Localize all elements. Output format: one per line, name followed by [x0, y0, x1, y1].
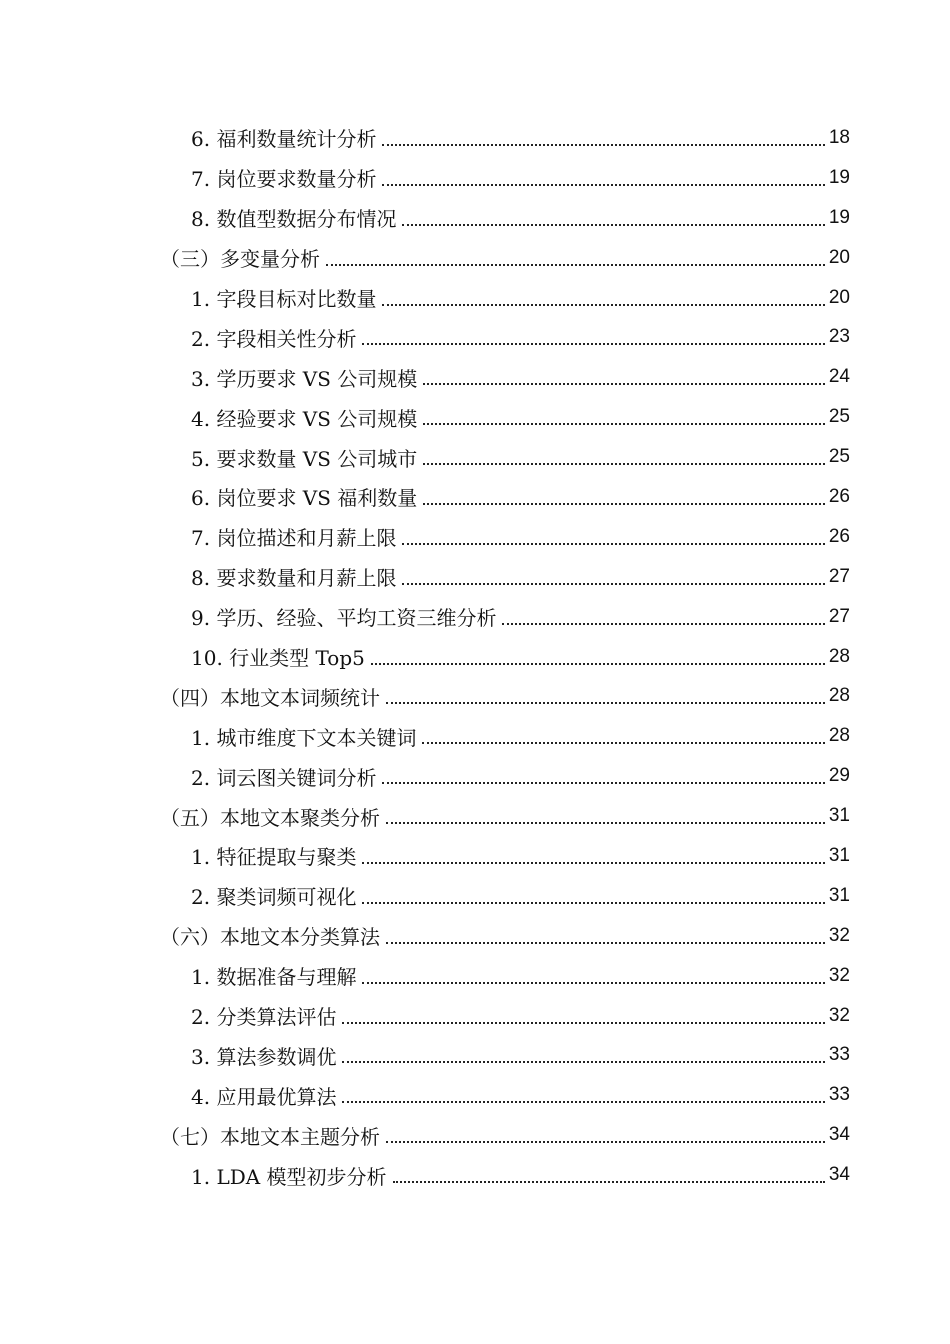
toc-entry-title: 5. 要求数量 VS 公司城市	[191, 446, 418, 471]
toc-dot-leader	[423, 403, 825, 425]
toc-dot-leader	[402, 523, 824, 545]
toc-entry-page-number: 26	[828, 525, 850, 547]
toc-entry-page-number: 28	[828, 685, 850, 707]
toc-entry[interactable]	[0, 796, 950, 836]
toc-entry-title: （三）多变量分析	[160, 247, 320, 272]
toc-entry-title: 2. 词云图关键词分析	[191, 765, 377, 790]
toc-dot-leader	[393, 1161, 825, 1183]
toc-entry[interactable]	[0, 836, 950, 876]
toc-entry[interactable]	[0, 1035, 950, 1075]
toc-entry[interactable]	[0, 1155, 950, 1195]
toc-entry[interactable]	[0, 118, 950, 158]
toc-entry-page-number: 25	[828, 446, 850, 468]
toc-entry-title: 8. 数值型数据分布情况	[191, 207, 397, 232]
toc-dot-leader	[326, 244, 825, 266]
toc-dot-leader	[362, 323, 824, 345]
toc-entry-title: 2. 字段相关性分析	[191, 326, 357, 351]
toc-entry-title: 2. 分类算法评估	[191, 1005, 337, 1030]
toc-entry-page-number: 31	[828, 884, 850, 906]
toc-entry-title: 4. 应用最优算法	[191, 1084, 337, 1109]
toc-entry[interactable]	[0, 1075, 950, 1115]
toc-entry-page-number: 26	[828, 485, 850, 507]
toc-entry-title: 2. 聚类词频可视化	[191, 885, 357, 910]
toc-entry[interactable]	[0, 437, 950, 477]
toc-dot-leader	[382, 762, 824, 784]
toc-dot-leader	[362, 882, 824, 904]
toc-entry[interactable]	[0, 477, 950, 517]
toc-entry-title: （六）本地文本分类算法	[160, 925, 380, 950]
toc-entry-page-number: 33	[828, 1044, 850, 1066]
toc-entry-title: 4. 经验要求 VS 公司规模	[191, 406, 418, 431]
toc-entry-title: 6. 岗位要求 VS 福利数量	[191, 486, 418, 511]
toc-entry[interactable]	[0, 637, 950, 677]
toc-entry-page-number: 24	[828, 366, 850, 388]
toc-entry-title: 1. 数据准备与理解	[191, 965, 357, 990]
toc-entry-title: 1. 特征提取与聚类	[191, 845, 357, 870]
toc-entry-page-number: 20	[828, 246, 850, 268]
toc-entry-page-number: 19	[828, 206, 850, 228]
toc-dot-leader	[342, 1041, 824, 1063]
toc-dot-leader	[382, 284, 824, 306]
toc-entry-page-number: 32	[828, 924, 850, 946]
toc-entry[interactable]	[0, 397, 950, 437]
toc-entry-title: 8. 要求数量和月薪上限	[191, 566, 397, 591]
toc-dot-leader	[386, 682, 825, 704]
toc-entry[interactable]	[0, 996, 950, 1036]
toc-entry[interactable]	[0, 357, 950, 397]
toc-dot-leader	[422, 722, 824, 744]
toc-entry[interactable]	[0, 676, 950, 716]
toc-entry-page-number: 19	[828, 166, 850, 188]
toc-entry[interactable]	[0, 956, 950, 996]
toc-entry-page-number: 32	[828, 964, 850, 986]
toc-entry-title: 10. 行业类型 Top5	[191, 646, 365, 671]
toc-entry[interactable]	[0, 916, 950, 956]
toc-entry[interactable]	[0, 158, 950, 198]
toc-dot-leader	[402, 563, 824, 585]
toc-entry-title: 9. 学历、经验、平均工资三维分析	[191, 606, 497, 631]
toc-entry-title: 7. 岗位描述和月薪上限	[191, 526, 397, 551]
toc-dot-leader	[423, 363, 825, 385]
toc-entry-title: 1. LDA 模型初步分析	[191, 1164, 387, 1189]
toc-dot-leader	[423, 483, 825, 505]
toc-entry-page-number: 34	[828, 1164, 850, 1186]
toc-entry[interactable]	[0, 238, 950, 278]
toc-entry[interactable]	[0, 876, 950, 916]
toc-entry[interactable]	[0, 597, 950, 637]
toc-entry[interactable]	[0, 278, 950, 318]
toc-entry-page-number: 18	[828, 126, 850, 148]
toc-dot-leader	[342, 1002, 824, 1024]
toc-dot-leader	[382, 164, 824, 186]
toc-entry-title: 3. 学历要求 VS 公司规模	[191, 366, 418, 391]
toc-dot-leader	[423, 443, 825, 465]
toc-dot-leader	[371, 643, 825, 665]
toc-dot-leader	[386, 802, 825, 824]
toc-entry-page-number: 34	[828, 1124, 850, 1146]
toc-entry-page-number: 28	[828, 725, 850, 747]
toc-entry-page-number: 31	[828, 805, 850, 827]
table-of-contents	[0, 118, 950, 1195]
toc-dot-leader	[402, 204, 824, 226]
toc-entry-page-number: 28	[828, 645, 850, 667]
toc-entry[interactable]	[0, 198, 950, 238]
toc-entry-title: 1. 城市维度下文本关键词	[191, 725, 417, 750]
toc-entry-title: 1. 字段目标对比数量	[191, 287, 377, 311]
toc-entry-page-number: 29	[828, 765, 850, 787]
toc-dot-leader	[502, 603, 824, 625]
toc-entry-title: （七）本地文本主题分析	[160, 1124, 380, 1149]
toc-dot-leader	[342, 1081, 824, 1103]
toc-entry-title: 3. 算法参数调优	[191, 1044, 337, 1069]
toc-entry-title: （五）本地文本聚类分析	[160, 805, 380, 830]
toc-entry-page-number: 33	[828, 1084, 850, 1106]
toc-entry-page-number: 20	[828, 286, 850, 308]
toc-entry-page-number: 32	[828, 1004, 850, 1026]
toc-dot-leader	[362, 962, 824, 984]
toc-dot-leader	[386, 1121, 825, 1143]
toc-entry-page-number: 27	[828, 605, 850, 627]
toc-dot-leader	[386, 922, 825, 944]
toc-entry-title: （四）本地文本词频统计	[160, 685, 380, 710]
toc-entry-page-number: 27	[828, 565, 850, 587]
toc-entry-title: 7. 岗位要求数量分析	[191, 167, 377, 192]
toc-dot-leader	[382, 124, 824, 146]
toc-entry[interactable]	[0, 317, 950, 357]
toc-entry[interactable]	[0, 517, 950, 557]
toc-entry-title: 6. 福利数量统计分析	[191, 127, 377, 152]
toc-dot-leader	[362, 842, 824, 864]
toc-entry-page-number: 23	[828, 326, 850, 348]
toc-entry[interactable]	[0, 756, 950, 796]
toc-entry[interactable]	[0, 557, 950, 597]
toc-entry[interactable]	[0, 716, 950, 756]
toc-entry[interactable]	[0, 1115, 950, 1155]
toc-entry-page-number: 31	[828, 844, 850, 866]
toc-entry-page-number: 25	[828, 406, 850, 428]
